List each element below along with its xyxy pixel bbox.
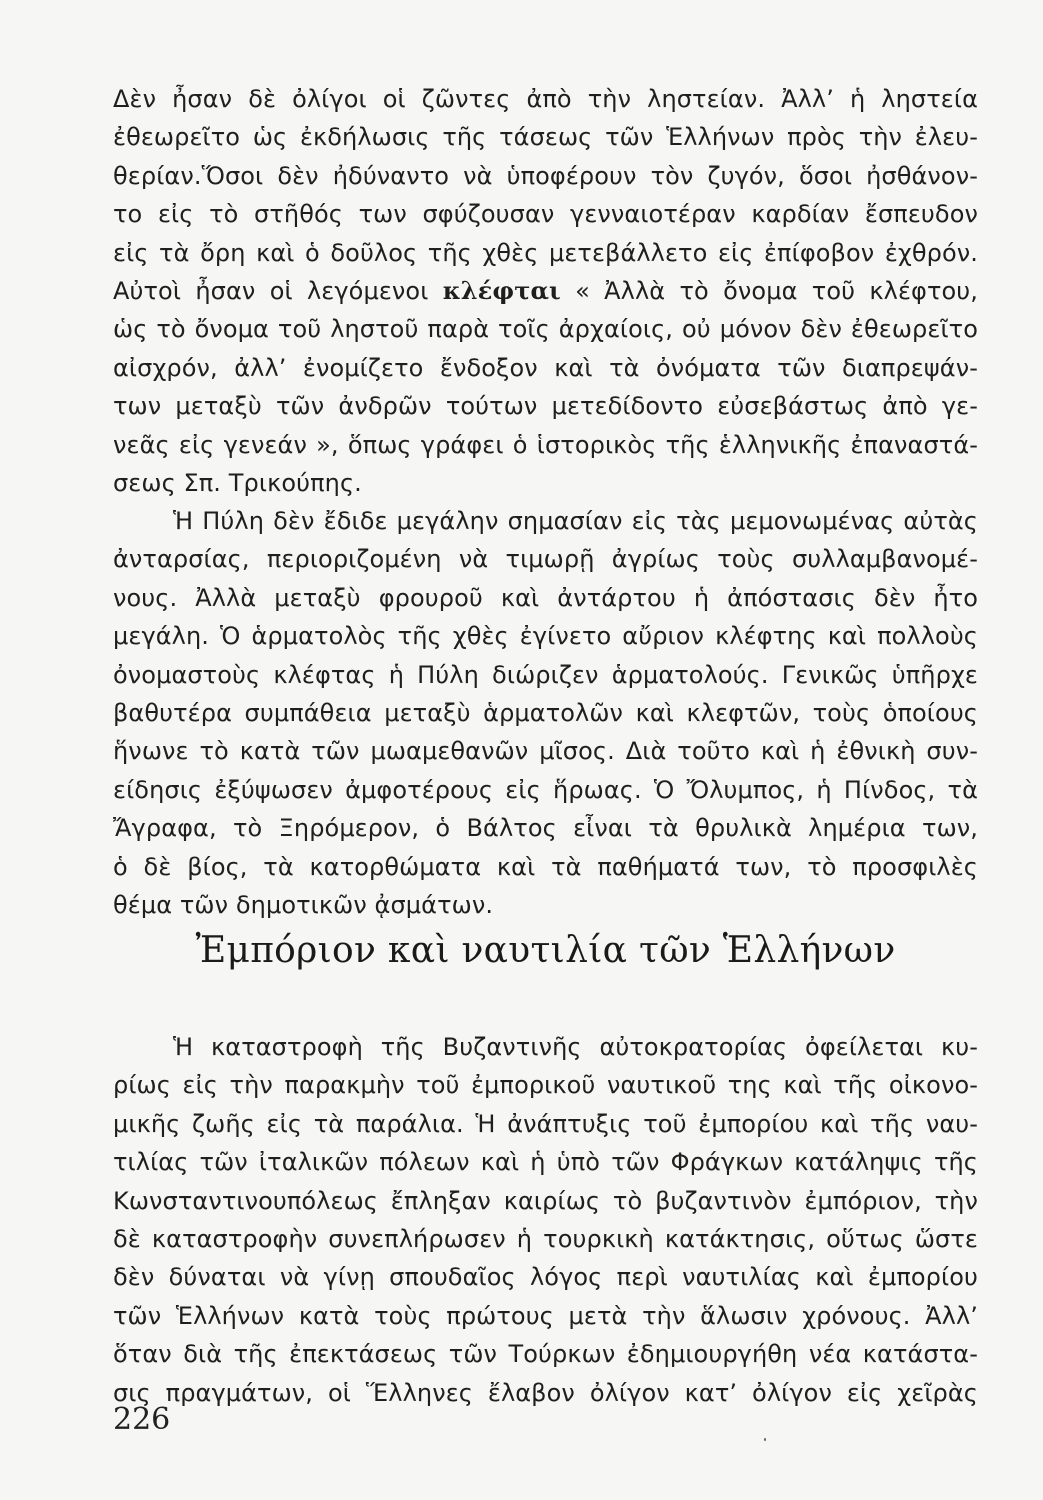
text-line: δὲ καταστροφὴν συνεπλήρωσεν ἡ τουρκικὴ κατάκτησις, οὕτως ὥστε (113, 1224, 978, 1253)
text-line: σεως Σπ. Τρικούπης. (113, 468, 362, 497)
text-line: ρίως εἰς τὴν παρακμὴν τοῦ ἐμπορικοῦ ναυτικοῦ της καὶ τῆς οἰκονο- (113, 1071, 978, 1100)
text-line: Δὲν ἦσαν δὲ ὀλίγοι οἱ ζῶντες ἀπὸ τὴν ληστείαν. Ἀλλ’ ἡ ληστεία (113, 85, 978, 113)
bold-term-klephtai: κλέφται (442, 275, 561, 305)
text-line: ὡς τὸ ὄνομα τοῦ ληστοῦ παρὰ τοῖς ἀρχαίοις, οὐ μόνον δὲν ἐθεωρεῖτο (113, 315, 978, 344)
text-line (113, 272, 978, 310)
text-segment: « Ἀλλὰ τὸ ὄνομα τοῦ κλέφτου, (560, 276, 978, 305)
text-line: τιλίας τῶν ἰταλικῶν πόλεων καὶ ἡ ὑπὸ τῶν Φράγκων κατάληψις τῆς (113, 1148, 978, 1177)
text-line: νους. Ἀλλὰ μεταξὺ φρουροῦ καὶ ἀντάρτου ἡ ἀπόστασις δὲν ἦτο (113, 583, 978, 612)
text-line: Κωνσταντινουπόλεως ἔπληξαν καιρίως τὸ βυζαντινὸν ἐμπόριον, τὴν (113, 1186, 978, 1215)
text-line: σις πραγμάτων, οἱ Ἕλληνες ἔλαβον ὀλίγον κατ’ ὀλίγον εἰς χεῖρὰς (113, 1378, 978, 1407)
text-line: θερίαν.Ὅσοι δὲν ἠδύναντο νὰ ὑποφέρουν τὸν ζυγόν, ὅσοι ἠσθάνον- (113, 161, 978, 190)
text-line: βαθυτέρα συμπάθεια μεταξὺ ἁρματολῶν καὶ κλεφτῶν, τοὺς ὁποίους (113, 698, 978, 727)
text-line: θέμα τῶν δημοτικῶν ᾀσμάτων. (113, 890, 494, 919)
text-line: δὲν δύναται νὰ γίνῃ σπουδαῖος λόγος περὶ ναυτιλίας καὶ ἐμπορίου (113, 1263, 978, 1292)
text-line: ὅταν διὰ τῆς ἐπεκτάσεως τῶν Τούρκων ἐδημιουργήθη νέα κατάστα- (113, 1340, 978, 1369)
text-segment: Αὐτοὶ ἦσαν οἱ λεγόμενοι (113, 276, 443, 305)
text-line: ἥνωνε τὸ κατὰ τῶν μωαμεθανῶν μῖσος. Διὰ τοῦτο καὶ ἡ ἐθνικὴ συν- (113, 737, 978, 766)
text-line: ἐθεωρεῖτο ὡς ἐκδήλωσις τῆς τάσεως τῶν Ἑλλήνων πρὸς τὴν ἐλευ- (113, 123, 978, 152)
text-line: μεγάλη. Ὁ ἁρματολὸς τῆς χθὲς ἐγίνετο αὔριον κλέφτης καὶ πολλοὺς (113, 622, 978, 651)
text-line: Ἄγραφα, τὸ Ξηρόμερον, ὁ Βάλτος εἶναι τὰ θρυλικὰ λημέρια των, (113, 814, 978, 843)
paragraph-armatoloi (113, 502, 978, 924)
text-line: νεᾶς εἰς γενεάν », ὅπως γράφει ὁ ἱστορικὸς τῆς ἑλληνικῆς ἐπαναστά- (113, 430, 978, 459)
ink-speck (764, 1438, 766, 1441)
paragraph-klephts (113, 80, 978, 502)
text-line: τῶν Ἑλλήνων κατὰ τοὺς πρώτους μετὰ τὴν ἅλωσιν χρόνους. Ἀλλ’ (113, 1301, 978, 1330)
text-line: Ἡ Πύλη δὲν ἔδιδε μεγάλην σημασίαν εἰς τὰς μεμονωμένας αὐτὰς (173, 507, 978, 535)
text-line: αἰσχρόν, ἀλλ’ ἐνομίζετο ἔνδοξον καὶ τὰ ὀνόματα τῶν διαπρεψάν- (113, 353, 978, 382)
text-line: των μεταξὺ τῶν ἀνδρῶν τούτων μετεδίδοντο εὐσεβάστως ἀπὸ γε- (113, 392, 978, 421)
text-line: είδησις ἐξύψωσεν ἀμφοτέρους εἰς ἥρωας. Ὁ Ὄλυμπος, ἡ Πίνδος, τὰ (113, 775, 978, 804)
text-line: το εἰς τὸ στῆθός των σφύζουσαν γενναιοτέραν καρδίαν ἔσπευδον (113, 200, 978, 229)
paragraph-commerce (113, 1028, 978, 1412)
page-number: 226 (113, 1402, 171, 1437)
text-line: ὁ δὲ βίος, τὰ κατορθώματα καὶ τὰ παθήματά των, τὸ προσφιλὲς (113, 852, 978, 881)
text-line: ἀνταρσίας, περιοριζομένη νὰ τιμωρῇ ἀγρίως τοὺς συλλαμβανομέ- (113, 545, 978, 574)
text-line: μικῆς ζωῆς εἰς τὰ παράλια. Ἡ ἀνάπτυξις τοῦ ἐμπορίου καὶ τῆς ναυ- (113, 1109, 978, 1138)
section-heading: Ἐμπόριον καὶ ναυτιλία τῶν Ἑλλήνων (195, 930, 896, 971)
text-line: ὀνομαστοὺς κλέφτας ἡ Πύλη διώριζεν ἁρματολούς. Γενικῶς ὑπῆρχε (113, 660, 978, 689)
text-line: εἰς τὰ ὄρη καὶ ὁ δοῦλος τῆς χθὲς μετεβάλλετο εἰς ἐπίφοβον ἐχθρόν. (113, 238, 978, 267)
text-line: Ἡ καταστροφὴ τῆς Βυζαντινῆς αὐτοκρατορίας ὀφείλεται κυ- (173, 1033, 978, 1061)
